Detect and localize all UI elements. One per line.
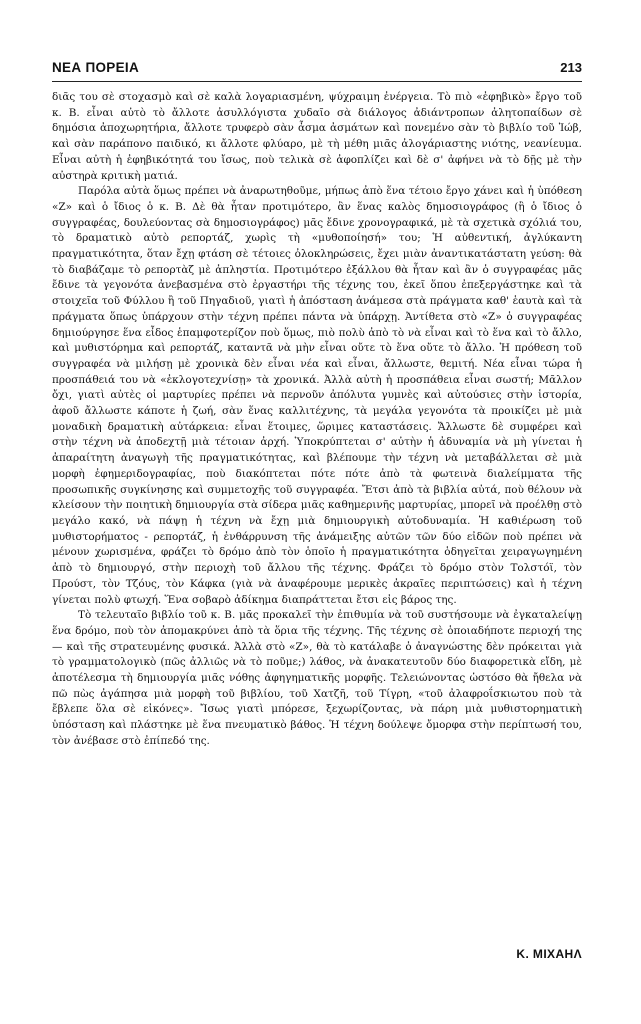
paragraph-1: διᾶς του σὲ στοχασμὸ καὶ σὲ καλὰ λογαριασμένη, ψύχραιμη ἐνέργεια. Τὸ πιὸ «ἐφηβικὸ» ἔργο τοῦ κ. Β. εἶναι αὐτὸ τὸ ἄλλοτε ἀσυλλόγιστα χυδαῖο σὰ διάλογος ἀδιάντροπων ἀλητοπαίδων σὲ δημόσια ἀποχωρητήρια, ἄλλοτε τρυφερὸ σὰν ἆσμα ἀσμάτων καὶ πονεμένο σὰν τὸ βιβλίο τοῦ Ἰώβ, καὶ σὰν παράπονο παιδικό, κι ἄλλοτε φλύαρο, μὲ τὴ μέθη μιᾶς ἀλογάριαστης νιότης, νεανίευμα. Εἶναι αὐτὴ ἡ ἐφηβικότητά του ἴσως, ποὺ τελικὰ σὲ ἀφοπλίζει καὶ δὲ σ' ἀφήνει νὰ τὸ δῇς μὲ τὴν αὐστηρὰ κριτικὴ ματιά. [52,91,582,182]
article-body [52,90,582,750]
page-number: 213 [560,60,582,75]
paragraph-3: Τὸ τελευταῖο βιβλίο τοῦ κ. Β. μᾶς προκαλεῖ τὴν ἐπιθυμία νὰ τοῦ συστήσουμε νὰ ἐγκαταλείψῃ ἕνα δρόμο, ποὺ τὸν ἀπομακρύνει ἀπὸ τὰ ὅρια τῆς τέχνης. Τῆς τέχνης σὲ ὁποιαδήποτε περιοχή της — καὶ τῆς στρατευμένης φυσικά. Ἀλλὰ στὸ «Ζ», θὰ τὸ κατάλαβε ὁ ἀναγνώστης δὲν πρόκειται γιὰ τὸ γραμματολογικὸ (πῶς ἀλλιῶς νὰ τὸ ποῦμε;) λάθος, νὰ ἀνακατευτοῦν δύο διαφορετικὰ εἴδη, μὲ ἀποτέλεσμα τὴ δημιουργία μιᾶς νόθης ἀφηγηματικῆς μορφῆς. Τελειώνοντας ὡστόσο θὰ ἤθελα νὰ πῶ πὼς ἀγάπησα μιὰ μορφὴ τοῦ βιβλίου, τοῦ Χατζῆ, τοῦ Τίγρη, «τοῦ ἀλαφροΐσκιωτου ποὺ τὰ ἔβλεπε ὅλα σὲ εἰκόνες». Ἴσως γιατὶ μπόρεσε, ξεχωρίζοντας, νὰ πάρη μιὰ μυθιστορηματικὴ ὑπόσταση καὶ πλάστηκε μὲ ἕνα πνευματικὸ βάθος. Ἡ τέχνη δούλεψε ὄμορφα στὴν περίπτωσή του, τὸν ἀνέβασε στὸ ἐπίπεδό της. [52,609,582,747]
page-header [52,58,582,84]
journal-title: ΝΕΑ ΠΟΡΕΙΑ [52,60,140,75]
paragraph-2: Παρόλα αὐτὰ ὅμως πρέπει νὰ ἀναρωτηθοῦμε, μήπως ἀπὸ ἕνα τέτοιο ἔργο χάνει καὶ ἡ ὑπόθεση «Ζ» καὶ ὁ ἴδιος ὁ κ. Β. Δὲ θὰ ἦταν προτιμότερο, ἂν ἕνας καλὸς δημοσιογράφος (ἢ ὁ ἴδιος ὁ συγγραφέας, δουλεύοντας σὰ δημοσιογράφος) μᾶς ἔδινε χρονογραφικά, μὲ τὰ σχετικὰ σχόλιά του, τὸ δραματικὸ αὐτὸ ρεπορτάζ, χωρὶς τὴ «μυθοποίησή» του; Ἡ αὐθεντική, ἀγλύκαντη πραγματικότητα, ὅταν ἔχῃ φτάση σὲ τέτοιες ὀλοκληρώσεις, ἔχει μιὰν ἀναντικατάστατη γεύση: θὰ τὸ διαβάζαμε τὸ ρεπορτὰζ μὲ ἀπληστία. Προτιμότερο ἐξάλλου θὰ ἦταν καὶ ἂν ὁ συγγραφέας μᾶς ἔδινε τὰ γεγονότα ἀνεβασμένα στὸ ἐργαστήρι τῆς τέχνης του, ἐκεῖ ὅπου ἐπεξεργάστηκε καὶ τὰ στοιχεῖα τοῦ Φύλλου ἢ τοῦ Πηγαδιοῦ, γιατὶ ἡ ἀπόσταση ἀνάμεσα στὰ πράγματα καθ' ἑαυτὰ καὶ τὰ πράγματα ὅπως ὑπάρχουν στὴν τέχνη πρέπει πάντα νὰ ὑπάρχῃ. Ἀντίθετα στὸ «Ζ» ὁ συγγραφέας δημιούργησε ἕνα εἶδος ἑπαμφοτερίζον ποὺ ὅμως, πιὸ πολὺ ἀπὸ τὸ νὰ εἶναι καὶ τὸ ἕνα καὶ τὸ ἄλλο, καὶ μυθιστόρημα καὶ ρεπορτάζ, καταντᾶ νὰ μὴν εἶναι οὔτε τὸ ἕνα οὔτε τὸ ἄλλο. Ἡ πρόθεση τοῦ συγγραφέα νὰ μιλήσῃ μὲ χρονικὰ δὲν εἶναι νέα καὶ εἶναι, ἄλλωστε, θεμιτή. Νέα εἶναι τώρα ἡ προσπάθειά του νὰ «ἐκλογοτεχνίσῃ» τὰ χρονικά. Ἀλλὰ αὐτὴ ἡ προσπάθεια εἶναι σωστή; Μᾶλλον ὄχι, γιατὶ αὐτὲς οἱ μαρτυρίες πρέπει νὰ περνοῦν ἀπόλυτα γυμνὲς καὶ αὐτούσιες στὴν ἱστορία, ἀφοῦ ἄλλωστε κάποτε ἡ ζωή, σὰν ἕνας καλλιτέχνης, τὰ μεγάλα γεγονότα τὰ προικίζει μὲ μιὰ μοναδικὴ δραματικὴ αὐτάρκεια: εἶναι ἕτοιμες, ὥριμες καταστάσεις. Ἄλλωστε δὲ συμφέρει καὶ στὴν τέχνη νὰ ἀποδεχτῇ μιὰ τέτοιαν ἀρχή. Ὑποκρύπτεται σ' αὐτὴν ἡ ἀδυναμία νὰ μὴ γίνεται ἡ ἀπαραίτητη ἀναγωγὴ τῆς πραγματικότητας, καὶ βλέπουμε τὴν τέχνη νὰ μεταβάλλεται σὲ μιὰ μορφὴ ἐφημεριδογραφίας, ποὺ διακόπτεται πότε πότε ἀπὸ τὰ φωτεινὰ διαλείμματα τῆς προσωπικῆς συγκίνησης καὶ συμμετοχῆς τοῦ συγγραφέα. Ἔτσι ἀπὸ τὰ βιβλία αὐτά, ποὺ θέλουν νὰ κλείσουν τὴν ποιητικὴ δημιουργία στὰ σίδερα μιᾶς καθημερινῆς μαρτυρίας, μπορεῖ νὰ προέλθῃ στὸ μεγάλο κακό, νὰ πάψῃ ἡ τέχνη νὰ ἔχῃ μιὰ δημιουργικὴ αὐτοδυναμία. Ἡ καθιέρωση τοῦ μυθιστορήματος - ρεπορτάζ, ἡ ἐνθάρρυνση τῆς ἀνάμειξης αὐτῶν τῶν δύο εἰδῶν ποὺ πρέπει νὰ μένουν χωρισμένα, φράζει τὸ δρόμο ἀπὸ τὸν ὁποῖο ἡ πραγματικότητα ὁδηγεῖται χειραγωγημένη ἀπὸ τὸ δημιουργό, στὴν περιοχὴ τοῦ ἄλλου τῆς τέχνης. Φράζει τὸ δρόμο στὸν Τολστόϊ, τὸν Προύστ, τὸν Τζόυς, τὸν Κάφκα (γιὰ νὰ ἀναφέρουμε μερικὲς ἀκραῖες περιπτώσεις) καὶ ἡ τέχνη γίνεται πολὺ φτωχή. Ἕνα σοβαρὸ ἀδίκημα διαπράττεται ἔτσι εἰς βάρος της. [52,185,582,606]
header-rule [52,81,582,82]
author-signature: Κ. ΜΙΧΑΗΛ [516,947,582,961]
